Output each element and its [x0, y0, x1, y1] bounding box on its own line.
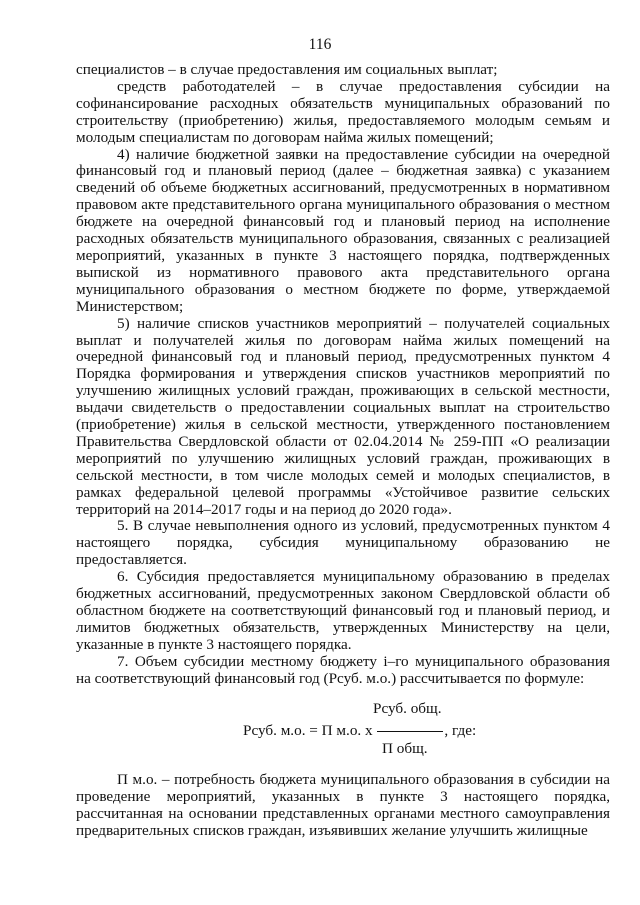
- subsidy-formula: [0, 700, 640, 760]
- formula-suffix: , где:: [444, 722, 477, 739]
- fraction-line: [377, 731, 443, 732]
- paragraph: 6. Субсидия предоставляется муниципальному образованию в пределах бюджетных ассигнований, предусмотренных законом Свердловской области об областном бюджете на соответствующий финансовый год и плановый период, и лимитов бюджетных обязательств, утвержденных Министерству на цели, указанные в пункте 3 настоящего порядка.: [76, 568, 610, 653]
- formula-main-line: [243, 722, 476, 740]
- document-body: [76, 62, 610, 688]
- paragraph: средств работодателей – в случае предоставления субсидии на софинансирование расходных обязательств муниципальных образований по строительству (приобретению) жилья, предоставляемого молодым семьям и молодым специалистам по договорам найма жилых помещений;: [76, 77, 610, 146]
- paragraph: специалистов – в случае предоставления им социальных выплат;: [76, 61, 498, 78]
- paragraph: 5) наличие списков участников мероприятий – получателей социальных выплат и получателей жилья по договорам найма жилых помещений на очередной финансовый год и плановый период, предусмотренных пунктом 4 Порядка формирования и утверждения списков участников мероприятий по улучшению жилищных условий граждан, проживающих в сельской местности, выдачи свидетельств о предоставлении социальных выплат на строительство (приобретение) жилья в сельской местности, утвержденного постановлением Правительства Свердловской области от 02.04.2014 № 259-ПП «О реализации мероприятий по улучшению жилищных условий граждан, проживающих в сельской местности, в том числе молодых семей и молодых специалистов, в рамках федеральной целевой программы «Устойчивое развитие сельских территорий на 2014–2017 годы и на период до 2020 года».: [76, 314, 610, 518]
- document-body-continued: [76, 772, 610, 840]
- paragraph: 7. Объем субсидии местному бюджету i–го муниципального образования на соответствующий финансовый год (Рсуб. м.о.) рассчитывается по формуле:: [76, 652, 610, 687]
- page-number: 116: [308, 36, 332, 53]
- formula-numerator: Рсуб. общ.: [373, 700, 442, 717]
- paragraph: П м.о. – потребность бюджета муниципального образования в субсидии на проведение мероприятий, указанных в пункте 3 настоящего порядка, рассчитанная на основании представленных органами местного самоуправления предварительных списков граждан, изъявивших желание улучшить жилищные: [76, 771, 610, 839]
- paragraph: 4) наличие бюджетной заявки на предоставление субсидии на очередной финансовый год и плановый период (далее – бюджетная заявка) с указанием сведений об объеме бюджетных ассигнований, предусмотренных в нормативном правовом акте представительного органа муниципального образования о местном бюджете на очередной финансовый год и плановый период на исполнение расходных обязательств муниципального образования, связанных с реализацией мероприятий, указанных в пункте 3 настоящего порядка, подтвержденных выпиской из нормативного правового акта представительного органа муниципального образования о местном бюджете по форме, утверждаемой Министерством;: [76, 145, 610, 315]
- formula-denominator: П общ.: [382, 740, 428, 757]
- paragraph: 5. В случае невыполнения одного из условий, предусмотренных пунктом 4 настоящего порядка, субсидия муниципальному образованию не предоставляется.: [76, 517, 610, 569]
- formula-lhs: Рсуб. м.о. = П м.о. х: [243, 722, 373, 739]
